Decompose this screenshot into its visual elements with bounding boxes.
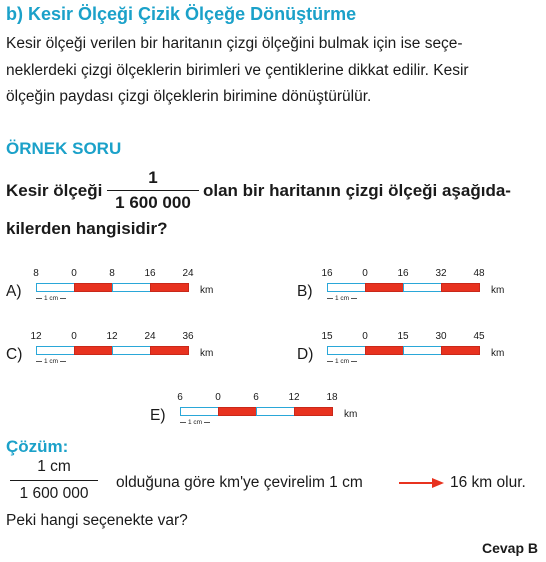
scale-segment-red [365,283,404,292]
scale-cm-note [180,419,218,426]
question-line2: kilerden hangisidir? [6,219,168,238]
cm-line [351,361,357,362]
scale-tick-label: 0 [362,331,368,342]
scale-cm-note [36,295,74,302]
cm-label: 1 cm [44,295,59,302]
scale-tick-label: 6 [253,392,259,403]
scale-tick-label: 48 [473,268,485,279]
solution-numerator: 1 cm [37,458,71,475]
cm-line [351,298,357,299]
scale-segment-white [256,407,295,416]
option-c[interactable] [6,331,228,375]
scale-segment-white [403,283,442,292]
cm-label: 1 cm [188,419,203,426]
scale-segment-white [180,407,219,416]
solution-text: olduğuna göre km'ye çevirelim 1 cm [116,474,363,491]
intro-line: neklerdeki çizgi ölçeklerin birimleri ve çentiklerine dikkat edilir. Kesir [6,61,469,79]
solution-result: 16 km olur. [450,474,526,491]
option-letter: C) [6,346,23,363]
scale-tick-label: 32 [435,268,447,279]
option-letter: E) [150,407,166,424]
scale-tick-label: 8 [33,268,39,279]
scale-tick-label: 0 [362,268,368,279]
scale-segment-red [294,407,333,416]
solution-line2: Peki hangi seçenekte var? [6,512,188,529]
scale-unit: km [344,409,358,420]
cm-label: 1 cm [335,295,350,302]
option-a[interactable] [6,268,228,312]
question-before: Kesir ölçeği [6,181,103,200]
option-e[interactable] [150,392,372,436]
option-letter: D) [297,346,314,363]
scale-cm-note [327,358,365,365]
scale-unit: km [491,348,505,359]
scale-unit: km [491,285,505,296]
solution-title: Çözüm: [6,437,69,456]
answer-label: Cevap B [481,540,538,556]
question-numerator: 1 [148,168,158,187]
intro-line: Kesir ölçeği verilen bir haritanın çizgi ölçeğini bulmak için ise seçe- [6,35,463,52]
scale-unit: km [200,348,214,359]
question-denominator: 1 600 000 [115,193,191,213]
section-title: b) Kesir Ölçeği Çizik Ölçeğe Dönüştürme [6,4,357,24]
option-letter: B) [297,283,313,300]
scale-tick-label: 0 [71,268,77,279]
scale-tick-label: 16 [144,268,156,279]
scale-tick-label: 6 [177,392,183,403]
intro-line: ölçeğin paydası çizgi ölçeklerin birimine dönüştürülür. [6,88,372,105]
scale-segment-white [112,346,151,355]
scale-tick-label: 36 [182,331,194,342]
scale-segment-red [74,283,113,292]
scale-tick-label: 30 [435,331,447,342]
cm-label: 1 cm [44,358,59,365]
scale-segment-red [365,346,404,355]
option-letter: A) [6,283,22,300]
scale-segment-white [36,346,75,355]
scale-segment-white [403,346,442,355]
scale-tick-label: 15 [397,331,409,342]
scale-tick-label: 45 [473,331,485,342]
scale-tick-label: 0 [71,331,77,342]
scale-segment-red [150,283,189,292]
scale-tick-label: 18 [326,392,338,403]
question-fraction [107,168,199,213]
scale-segment-red [441,283,480,292]
intro-paragraph [6,31,542,111]
solution-fraction [10,456,98,505]
cm-line [60,361,66,362]
scale-tick-label: 16 [321,268,333,279]
scale-tick-label: 0 [215,392,221,403]
scale-tick-label: 24 [182,268,194,279]
cm-line [60,298,66,299]
scale-cm-note [36,358,74,365]
option-b[interactable] [297,268,519,312]
scale-segment-red [218,407,257,416]
scale-tick-label: 24 [144,331,156,342]
scale-segment-red [150,346,189,355]
scale-tick-label: 12 [30,331,42,342]
scale-segment-white [327,283,366,292]
cm-label: 1 cm [335,358,350,365]
example-title: ÖRNEK SORU [6,139,122,158]
scale-unit: km [200,285,214,296]
scale-cm-note [327,295,365,302]
scale-segment-white [112,283,151,292]
question-after: olan bir haritanın çizgi ölçeği aşağıda- [203,181,511,200]
scale-segment-white [36,283,75,292]
scale-segment-red [441,346,480,355]
scale-segment-red [74,346,113,355]
scale-tick-label: 16 [397,268,409,279]
scale-segment-white [327,346,366,355]
solution-denominator: 1 600 000 [19,485,89,503]
arrow-right-icon [399,477,445,489]
scale-tick-label: 12 [288,392,300,403]
option-d[interactable] [297,331,519,375]
cm-line [204,422,210,423]
scale-tick-label: 8 [109,268,115,279]
scale-tick-label: 15 [321,331,333,342]
scale-tick-label: 12 [106,331,118,342]
